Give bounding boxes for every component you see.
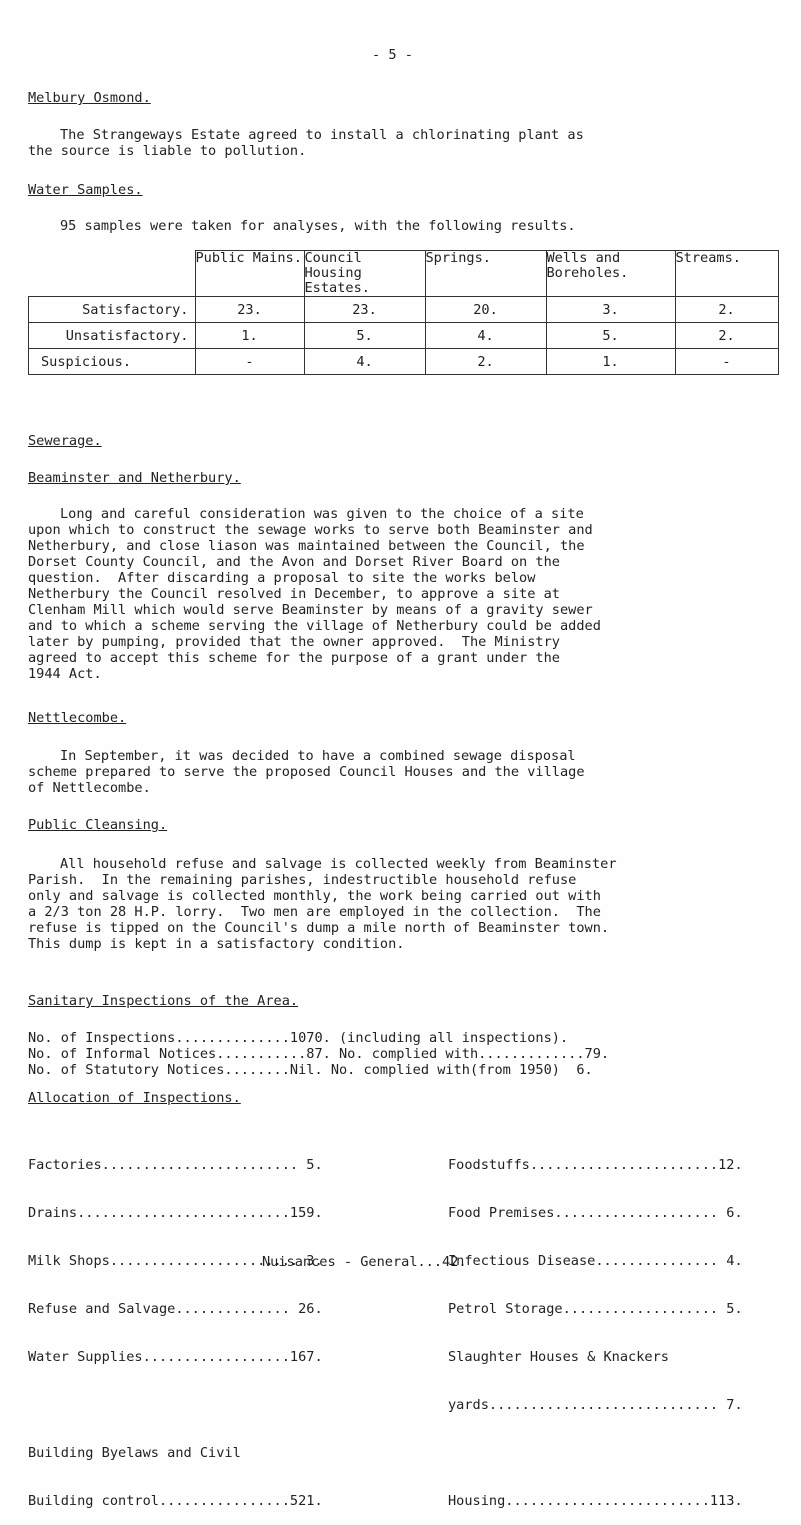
text-line: The Strangeways Estate agreed to install a chlorinating plant as [60,127,584,143]
list-item: Foodstuffs.......................12. [448,1157,743,1173]
inspections-list [28,1030,788,1078]
list-item: Drains..........................159. [28,1205,323,1221]
allocation-right-column [448,1125,743,1525]
text-line: later by pumping, provided that the owner approved. The Ministry [28,634,560,650]
table-cell: 2. [425,349,546,375]
list-item: Water Supplies..................167. [28,1349,323,1365]
table-cell: 2. [675,297,778,323]
sewerage-heading: Sewerage. [28,433,102,449]
table-cell: 20. [425,297,546,323]
row-label: Satisfactory. [29,297,196,323]
text-line: agreed to accept this scheme for the purpose of a grant under the [28,650,560,666]
table-row [29,297,779,323]
text-line: question. After discarding a proposal to site the works below [28,570,536,586]
list-item: Slaughter Houses & Knackers [448,1349,669,1365]
text-line: No. of Inspections..............1070. (including all inspections). [28,1030,569,1046]
text-line: a 2/3 ton 28 H.P. lorry. Two men are employed in the collection. The [28,904,601,920]
table-cell: 23. [304,297,425,323]
table-cell: 1. [546,349,675,375]
text-line: and to which a scheme serving the village of Netherbury could be added [28,618,601,634]
text-line: In September, it was decided to have a combined sewage disposal [60,748,576,764]
text-line: of Nettlecombe. [28,780,151,796]
allocation-heading: Allocation of Inspections. [28,1090,241,1106]
table-cell: 4. [425,323,546,349]
text-line: Netherbury, and close liason was maintained between the Council, the [28,538,585,554]
table-cell: - [195,349,304,375]
table-header-row [29,251,779,297]
list-item: Building Byelaws and Civil [28,1445,241,1461]
table-cell: - [675,349,778,375]
text-line: This dump is kept in a satisfactory condition. [28,936,405,952]
list-item: Infectious Disease............... 4. [448,1253,743,1269]
text-line: only and salvage is collected monthly, the work being carried out with [28,888,601,904]
table-cell: 23. [195,297,304,323]
water-samples-table [28,250,779,375]
row-label: Suspicious. [29,349,196,375]
table-cell: 5. [304,323,425,349]
text-line: Parish. In the remaining parishes, indestructible household refuse [28,872,577,888]
cleansing-heading: Public Cleansing. [28,817,168,833]
table-row [29,349,779,375]
nettlecombe-paragraph [28,748,788,796]
list-item: Milk Shops....................... 3. [28,1253,323,1269]
cleansing-paragraph [28,856,788,952]
column-header: Springs. [425,251,546,297]
column-header: Public Mains. [195,251,304,297]
text-line: Dorset County Council, and the Avon and Dorset River Board on the [28,554,560,570]
table-cell: 2. [675,323,778,349]
nuisances-total: Nuisances - General...42. [262,1254,467,1270]
melbury-paragraph [28,127,788,159]
text-line: Netherbury the Council resolved in December, to approve a site at [28,586,560,602]
column-header: Streams. [675,251,778,297]
text-line: Long and careful consideration was given to the choice of a site [60,506,584,522]
list-item: Housing.........................113. [448,1493,743,1509]
column-header: Wells and Boreholes. [546,251,675,297]
text-line: No. of Informal Notices...........87. No. complied with.............79. [28,1046,610,1062]
row-label: Unsatisfactory. [29,323,196,349]
sewerage-paragraph [28,506,788,682]
water-samples-intro: 95 samples were taken for analyses, with the following results. [60,218,576,234]
inspections-heading: Sanitary Inspections of the Area. [28,993,299,1009]
beaminster-heading: Beaminster and Netherbury. [28,470,241,486]
table-cell: 1. [195,323,304,349]
page-number: - 5 - [372,47,413,63]
text-line: upon which to construct the sewage works to serve both Beaminster and [28,522,593,538]
table-corner [29,251,196,297]
allocation-left-column [28,1125,323,1525]
text-line: the source is liable to pollution. [28,143,307,159]
text-line: No. of Statutory Notices........Nil. No. complied with(from 1950) 6. [28,1062,593,1078]
list-item: Petrol Storage................... 5. [448,1301,743,1317]
melbury-heading: Melbury Osmond. [28,90,151,106]
text-line: refuse is tipped on the Council's dump a mile north of Beaminster town. [28,920,610,936]
water-samples-heading: Water Samples. [28,182,143,198]
table-cell: 5. [546,323,675,349]
list-item [28,1397,323,1413]
list-item: Building control................521. [28,1493,323,1509]
list-item: Factories........................ 5. [28,1157,323,1173]
table-row [29,323,779,349]
column-header: Council Housing Estates. [304,251,425,297]
list-item: Refuse and Salvage.............. 26. [28,1301,323,1317]
text-line: Clenham Mill which would serve Beaminster by means of a gravity sewer [28,602,593,618]
text-line: 1944 Act. [28,666,102,682]
text-line: scheme prepared to serve the proposed Council Houses and the village [28,764,585,780]
list-item [448,1445,743,1461]
table-cell: 4. [304,349,425,375]
table-cell: 3. [546,297,675,323]
text-line: All household refuse and salvage is collected weekly from Beaminster [60,856,617,872]
list-item: Food Premises.................... 6. [448,1205,743,1221]
nettlecombe-heading: Nettlecombe. [28,710,127,726]
list-item: yards............................ 7. [448,1397,743,1413]
